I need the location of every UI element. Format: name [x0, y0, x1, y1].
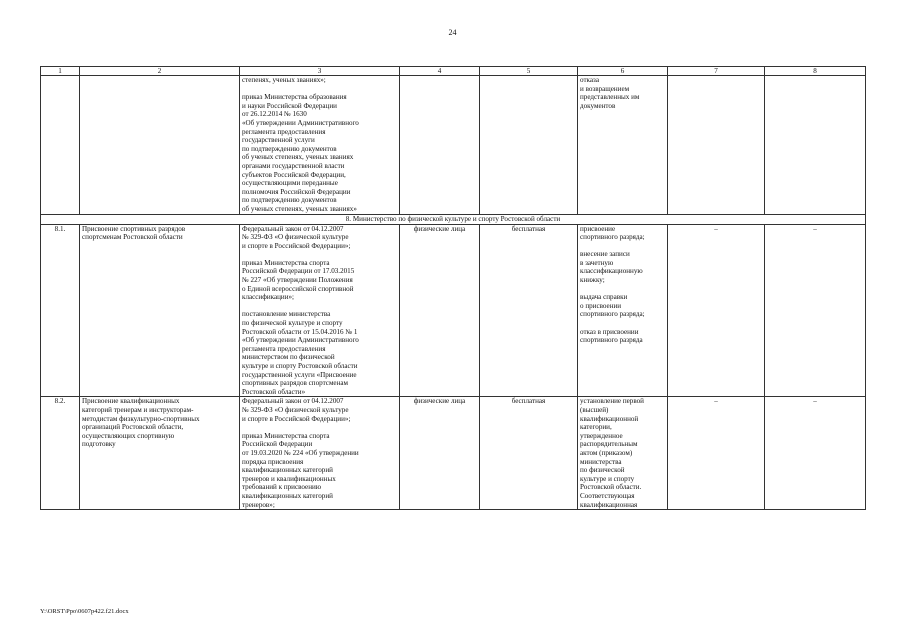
column-header: 7 — [668, 67, 765, 76]
section-title: 8. Министерство по физической культуре и спорту Ростовской области — [41, 214, 866, 224]
cell-line: об ученых степенях, ученых званиях — [242, 153, 354, 162]
cell-line — [242, 85, 397, 94]
cell-line: государственной услуги «Присвоение — [242, 370, 357, 379]
cell-line: регламента предоставления — [242, 344, 326, 353]
cell-line: и спорте в Российской Федерации»; — [242, 241, 351, 250]
cell-line: квалификационной — [580, 414, 639, 423]
cell-line: органами государственной власти — [242, 161, 345, 170]
services-table — [40, 66, 866, 510]
cell-line: квалификационная — [580, 500, 638, 509]
cell-line — [580, 242, 665, 251]
cell-line: спортивных разрядов спортсменам — [242, 379, 349, 388]
cell-line: классификации»; — [242, 293, 295, 302]
cell-line: Ростовской области от 15.04.2016 № 1 — [242, 327, 358, 336]
col7-cell: – — [668, 224, 765, 397]
recipients-cell: физические лица — [400, 397, 480, 510]
cell-line: осуществляющими переданные — [242, 179, 338, 188]
cell-line: отказа — [580, 76, 599, 84]
page-number: 24 — [448, 28, 457, 37]
column-header: 5 — [480, 67, 578, 76]
cell-line — [580, 285, 665, 294]
cell-line — [242, 250, 397, 259]
col8-cell: – — [765, 397, 866, 510]
cell-line: в зачетную — [580, 258, 614, 267]
cell-line: и науки Российской Федерации — [242, 101, 337, 110]
cell-line: степенях, ученых званиях»; — [242, 76, 326, 84]
cell-line: от 19.03.2020 № 224 «Об утверждении — [242, 448, 359, 457]
row-number: 8.1. — [41, 224, 80, 397]
cell-line: и возвращением — [580, 84, 630, 93]
cell-line: и спорте в Российской Федерации»; — [242, 414, 351, 423]
cell-line: Ростовской области» — [242, 387, 306, 396]
result-cell — [578, 224, 668, 397]
cell-line: категории, — [580, 423, 612, 432]
service-name-cell — [80, 397, 240, 510]
cell-line: тренеров»; — [242, 500, 275, 509]
cell-line — [580, 319, 665, 328]
cell-line: постановление министерства — [242, 310, 331, 319]
cell-line: распорядительным — [580, 440, 638, 449]
row-number: 8.2. — [41, 397, 80, 510]
cell-line: Российской Федерации — [242, 440, 313, 449]
cell-line: представленных им — [580, 93, 640, 102]
cell-line: о Единой всероссийской спортивной — [242, 284, 354, 293]
column-header: 6 — [578, 67, 668, 76]
section-row — [41, 214, 866, 224]
cell-line: по физической культуре и спорту — [242, 319, 343, 328]
cell-line: осуществляющих спортивную — [82, 431, 175, 440]
cell-line: «Об утверждении Административного — [242, 118, 359, 127]
cell-line: по подтверждению документов — [242, 144, 337, 153]
cell-line: актом (приказом) — [580, 448, 633, 457]
cell-line: установление первой — [580, 397, 644, 406]
cell-line: присвоение — [580, 224, 616, 233]
col7-cell: – — [668, 397, 765, 510]
cell-line: тренеров и квалификационных — [242, 474, 336, 483]
cell-line: подготовку — [82, 440, 116, 449]
cell-line: выдача справки — [580, 293, 628, 302]
cell-line: Присвоение спортивных разрядов — [82, 224, 186, 233]
cell-line: отказ в присвоении — [580, 327, 639, 336]
cell-line: полномочия Российской Федерации — [242, 187, 351, 196]
cell-line: требований к присвоению — [242, 483, 322, 492]
cell-line: документов — [580, 101, 616, 110]
cell-line: по физической — [580, 466, 625, 475]
payment-cell: бесплатная — [480, 224, 578, 397]
cell-line: приказ Министерства образования — [242, 93, 347, 102]
cell-line: № 227 «Об утверждении Положения — [242, 276, 353, 285]
cell-line: приказ Министерства спорта — [242, 258, 330, 267]
cell-line: организаций Ростовской области, — [82, 423, 184, 432]
cell-line: внесение записи — [580, 250, 630, 259]
cell-line: о присвоении — [580, 301, 622, 310]
payment-cell: бесплатная — [480, 397, 578, 510]
continuation-row — [41, 76, 866, 215]
cell-line: об ученых степенях, ученых званиях» — [242, 204, 357, 213]
column-header: 4 — [400, 67, 480, 76]
cell-line: приказ Министерства спорта — [242, 431, 330, 440]
column-header: 3 — [240, 67, 400, 76]
cell-line: утвержденное — [580, 431, 623, 440]
cell-line: классификационную — [580, 267, 643, 276]
column-header: 2 — [80, 67, 240, 76]
cell-line — [242, 302, 397, 311]
cell-line: культуре и спорту Ростовской области — [242, 362, 358, 370]
column-number-row — [41, 67, 866, 76]
table-row — [41, 224, 866, 397]
cell-line: от 26.12.2014 № 1630 — [242, 110, 307, 119]
table-row — [41, 397, 866, 510]
cell-line: министерства — [580, 457, 622, 466]
legal-basis-cell — [240, 76, 400, 215]
service-name-cell — [80, 224, 240, 397]
legal-basis-cell — [240, 224, 400, 397]
recipients-cell: физические лица — [400, 224, 480, 397]
cell-line: спортивного разряда — [580, 336, 643, 345]
column-header: 1 — [41, 67, 80, 76]
cell-line: спортсменам Ростовской области — [82, 233, 183, 242]
cell-line: книжку; — [580, 276, 605, 285]
cell-line — [242, 423, 397, 432]
cell-line: № 329-ФЗ «О физической культуре — [242, 405, 349, 414]
cell-line: регламента предоставления — [242, 127, 326, 136]
result-cell — [578, 397, 668, 510]
cell-line: спортивного разряда; — [580, 233, 645, 242]
cell-line: Ростовской области. — [580, 483, 642, 492]
cell-line: методистам физкультурно-спортивных — [82, 414, 200, 423]
cell-line: субъектов Российской Федерации, — [242, 170, 346, 179]
cell-line: Присвоение квалификационных — [82, 397, 180, 406]
cell-line: министерством по физической — [242, 353, 335, 362]
cell-line: «Об утверждении Административного — [242, 336, 359, 345]
cell-line: по подтверждению документов — [242, 196, 337, 205]
result-cell — [578, 76, 668, 215]
col8-cell: – — [765, 224, 866, 397]
cell-line: Соответствующая — [580, 491, 635, 500]
cell-line: государственной услуги — [242, 136, 315, 145]
legal-basis-cell — [240, 397, 400, 510]
cell-line: категорий тренерам и инструкторам- — [82, 405, 194, 414]
cell-line: спортивного разряда; — [580, 310, 645, 319]
cell-line: № 329-ФЗ «О физической культуре — [242, 233, 349, 242]
cell-line: квалификационных категорий — [242, 491, 333, 500]
cell-line: (высшей) — [580, 405, 609, 414]
file-path-footer: Y:\ORST\Ppo\0607p422.f21.docx — [40, 608, 129, 615]
cell-line: Федеральный закон от 04.12.2007 — [242, 397, 344, 406]
cell-line: культуре и спорту — [580, 474, 635, 483]
cell-line: порядка присвоения — [242, 457, 304, 466]
cell-line: Российской Федерации от 17.03.2015 — [242, 267, 355, 276]
cell-line: Федеральный закон от 04.12.2007 — [242, 224, 344, 233]
column-header: 8 — [765, 67, 866, 76]
cell-line: квалификационных категорий — [242, 466, 333, 475]
